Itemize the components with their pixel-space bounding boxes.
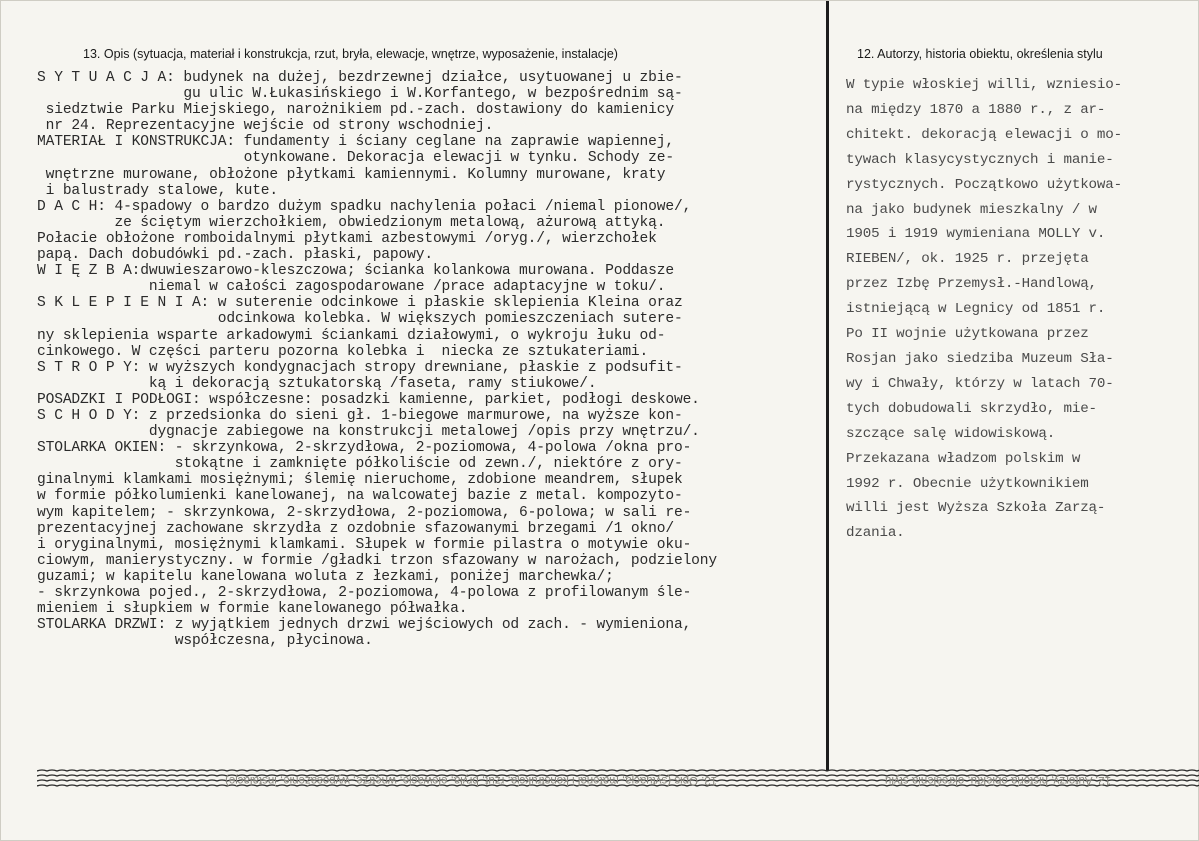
text-line: istniejącą w Legnicy od 1851 r. (846, 301, 1106, 318)
text-line: Połacie obłożone romboidalnymi płytkami azbestowymi /oryg./, wierzchołek (37, 230, 657, 247)
mirrored-right-header: 12. Autorzy, historia obiektu, określenia stylu (885, 774, 1112, 786)
text-line: przez Izbę Przemysł.-Handlową, (846, 276, 1097, 293)
text-line: nr 24. Reprezentacyjne wejście od strony wschodniej. (37, 118, 494, 135)
text-line: ze ściętym wierzchołkiem, obwiedzionym metalową, ażurową attyką. (37, 214, 666, 231)
text-line: wy i Chwały, którzy w latach 70- (846, 375, 1114, 392)
text-line: wym kapitelem; - skrzynkowa, 2-skrzydłowa, 2-poziomowa, 6-polowa; w sali re- (37, 504, 692, 521)
text-line: 1905 i 1919 wymieniana MOLLY v. (846, 226, 1106, 243)
text-line: prezentacyjnej zachowane skrzydła z ozdobnie sfazowanymi brzegami /1 okno/ (37, 520, 674, 537)
text-line: 1992 r. Obecnie użytkownikiem (846, 475, 1089, 492)
text-line: Rosjan jako siedziba Muzeum Sła- (846, 350, 1114, 367)
text-line: papą. Dach dobudówki pd.-zach. płaski, papowy. (37, 247, 433, 264)
text-line: siedztwie Parku Miejskiego, narożnikiem pd.-zach. dostawiony do kamienicy (37, 102, 674, 119)
text-line: Po II wojnie użytkowana przez (846, 326, 1089, 343)
mirrored-left-header: 13. Opis (sytuacja, materiał i konstrukcja, rzut, bryła, elewacje, wnętrze, wyposażenie, instalacje) (225, 774, 718, 786)
text-line: chitekt. dekoracją elewacji o mo- (846, 126, 1123, 143)
text-line: S K L E P I E N I A: w suterenie odcinkowe i płaskie sklepienia Kleina oraz (37, 295, 683, 312)
text-line: stokątne i zamknięte półkoliście od zewn./, niektóre z ory- (37, 456, 683, 473)
text-line: gu ulic W.Łukasińskiego i W.Korfantego, w bezpośrednim są- (37, 86, 683, 103)
text-line: i oryginalnymi, mosiężnymi klamkami. Słupek w formie pilastra o motywie oku- (37, 536, 692, 553)
text-line: guzami; w kapitelu kanelowana woluta z łezkami, poniżej marchewka/; (37, 568, 614, 585)
text-line: w formie półkolumienki kanelowanej, na walcowatej bazie z metal. kompozyto- (37, 488, 683, 505)
right-column-header: 12. Autorzy, historia obiektu, określenia stylu (857, 47, 1103, 61)
text-line: współczesna, płycinowa. (37, 633, 373, 650)
text-line: tych dobudowali skrzydło, mie- (846, 400, 1097, 417)
text-line: dygnacje zabiegowe na konstrukcji metalowej /opis przy wnętrzu/. (37, 424, 700, 441)
text-line: na między 1870 a 1880 r., z ar- (846, 101, 1106, 118)
text-line: MATERIAŁ I KONSTRUKCJA: fundamenty i ściany ceglane na zaprawie wapiennej, (37, 134, 674, 151)
left-column-header: 13. Opis (sytuacja, materiał i konstrukcja, rzut, bryła, elewacje, wnętrze, wyposażenie, instalacje) (83, 47, 618, 61)
text-line: ką i dekoracją sztukatorską /faseta, ramy stiukowe/. (37, 375, 597, 392)
text-line: S C H O D Y: z przedsionka do sieni gł. 1-biegowe marmurowe, na wyższe kon- (37, 407, 683, 424)
text-line: niemal w całości zagospodarowane /prace adaptacyjne w toku/. (37, 279, 666, 296)
text-line: STOLARKA OKIEN: - skrzynkowa, 2-skrzydłowa, 2-poziomowa, 4-polowa /okna pro- (37, 440, 692, 457)
column-divider (826, 1, 829, 771)
text-line: D A C H: 4-spadowy o bardzo dużym spadku nachylenia połaci /niemal pionowe/, (37, 198, 692, 215)
text-line: POSADZKI I PODŁOGI: współczesne: posadzki kamienne, parkiet, podłogi deskowe. (37, 391, 700, 408)
text-line: W I Ę Z B A:dwuwieszarowo-kleszczowa; ścianka kolankowa murowana. Poddasze (37, 263, 674, 280)
bottom-form-strip (37, 767, 1199, 793)
text-line: mieniem i słupkiem w formie kanelowanego półwałka. (37, 601, 468, 618)
text-line: ginalnymi klamkami mosiężnymi; ślemię nieruchome, zdobione meandrem, słupek (37, 472, 683, 489)
text-line: W typie włoskiej willi, wzniesio- (846, 77, 1123, 93)
text-line: odcinkowa kolebka. W większych pomieszczeniach sutere- (37, 311, 683, 328)
text-line: S T R O P Y: w wyższych kondygnacjach stropy drewniane, płaskie z podsufit- (37, 359, 683, 376)
history-text (846, 73, 1122, 546)
text-line: rystycznych. Początkowo użytkowa- (846, 176, 1123, 193)
text-line: otynkowane. Dekoracja elewacji w tynku. Schody ze- (37, 150, 674, 167)
text-line: dzania. (846, 525, 905, 542)
text-line: tywach klasycystycznych i manie- (846, 151, 1114, 168)
text-line: willi jest Wyższa Szkoła Zarzą- (846, 500, 1106, 517)
text-line: ciowym, manierystyczny. w formie /gładki trzon sfazowany w narożach, podzielony (37, 552, 718, 569)
text-line: RIEBEN/, ok. 1925 r. przejęta (846, 251, 1089, 268)
text-line: Przekazana władzom polskim w (846, 450, 1081, 467)
text-line: szczące salę widowiskową. (846, 425, 1056, 442)
text-line: i balustrady stalowe, kute. (37, 182, 279, 199)
text-line: STOLARKA DRZWI: z wyjątkiem jednych drzwi wejściowych od zach. - wymieniona, (37, 617, 692, 634)
text-line: ny sklepienia wsparte arkadowymi ściankami działowymi, o wykroju łuku od- (37, 327, 666, 344)
description-text (37, 70, 717, 649)
text-line: wnętrzne murowane, obłożone płytkami kamiennymi. Kolumny murowane, kraty (37, 166, 666, 183)
text-line: - skrzynkowa pojed., 2-skrzydłowa, 2-poziomowa, 4-polowa z profilowanym śle- (37, 585, 692, 601)
text-line: cinkowego. W części parteru pozorna kolebka i niecka ze sztukateriami. (37, 343, 649, 360)
text-line: S Y T U A C J A: budynek na dużej, bezdrzewnej działce, usytuowanej u zbie- (37, 70, 683, 86)
text-line: na jako budynek mieszkalny / w (846, 201, 1097, 218)
